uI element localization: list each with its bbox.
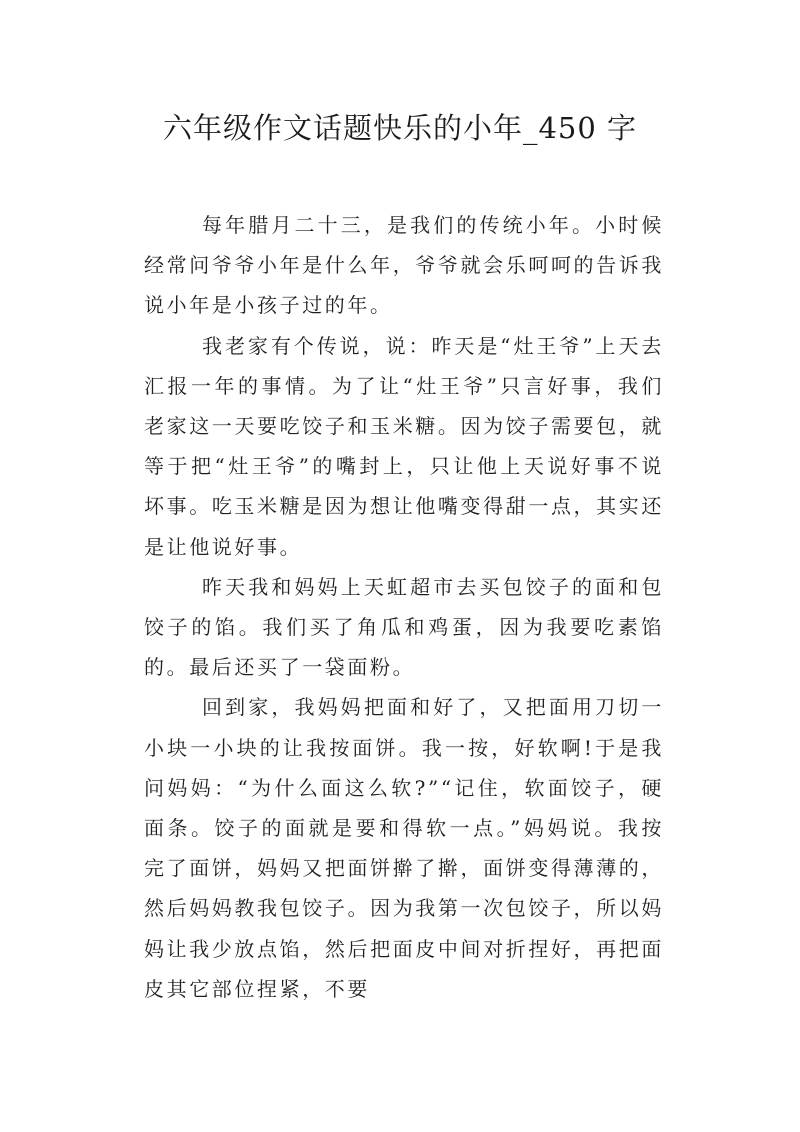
paragraph-1: 每年腊月二十三，是我们的传统小年。小时候经常问爷爷小年是什么年，爷爷就会乐呵呵的告诉我说小年是小孩子过的年。 [144,213,664,318]
paragraph-2: 我老家有个传说，说：昨天是“灶王爷”上天去汇报一年的事情。为了让“灶王爷”只言好事，我们老家这一天要吃饺子和玉米糖。因为饺子需要包，就等于把“灶王爷”的嘴封上，只让他上天说好事不说坏事。吃玉米糖是因为想让他嘴变得甜一点，其实还是让他说好事。 [144,333,664,559]
paragraph-3: 昨天我和妈妈上天虹超市去买包饺子的面和包饺子的馅。我们买了角瓜和鸡蛋，因为我要吃素馅的。最后还买了一袋面粉。 [144,574,664,680]
paragraph-4: 回到家，我妈妈把面和好了，又把面用刀切一小块一小块的让我按面饼。我一按，好软啊!于是我问妈妈：“为什么面这么软?”“记住，软面饺子，硬面条。饺子的面就是要和得软一点。”妈妈说。我按完了面饼，妈妈又把面饼擀了擀，面饼变得薄薄的，然后妈妈教我包饺子。因为我第一次包饺子，所以妈妈让我少放点馅，然后把面皮中间对折捏好，再把面皮其它部位捏紧，不要 [144,695,664,1001]
document-title: 六年级作文话题快乐的小年_450 字 [162,111,638,145]
document-body [144,205,664,1009]
